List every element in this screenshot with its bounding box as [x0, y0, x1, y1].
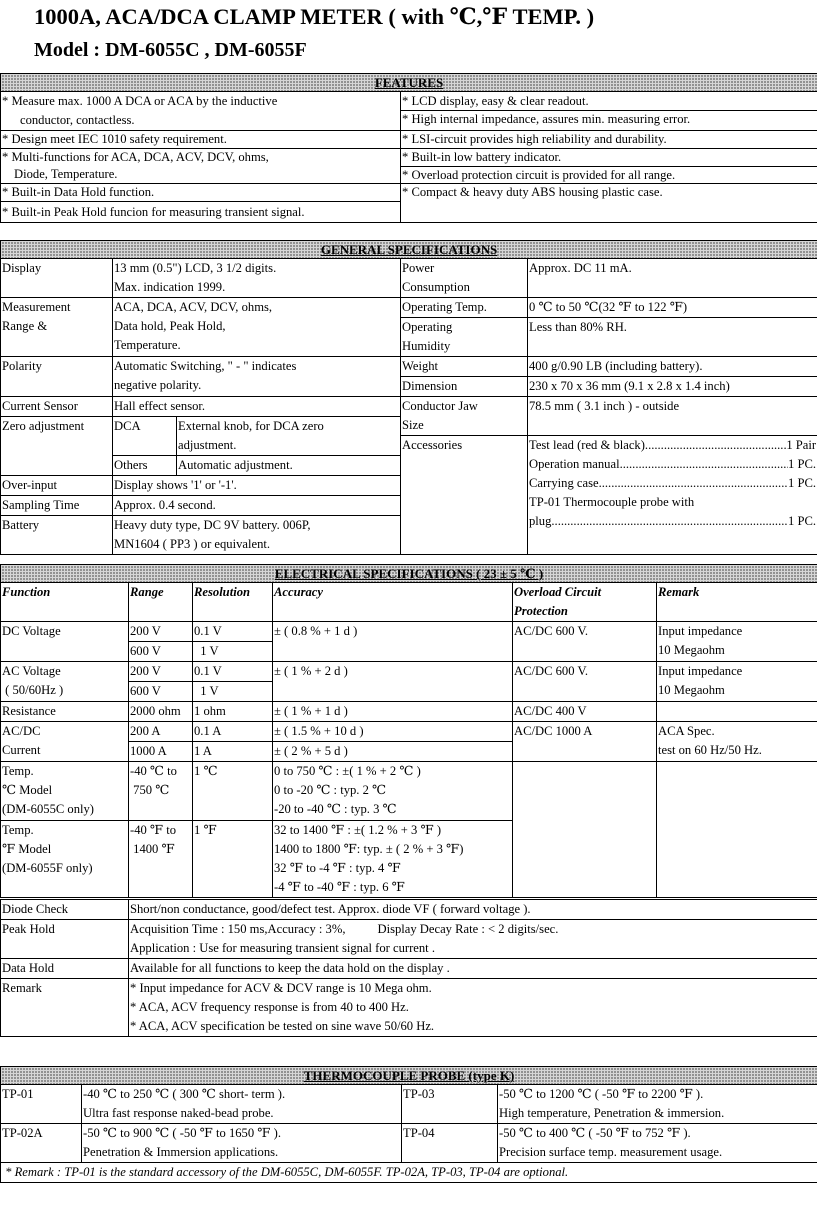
data-hold-value: Available for all functions to keep the data hold on the display . — [129, 959, 817, 979]
func-remark: Remark — [1, 979, 129, 1037]
spec-value-accessories — [528, 436, 817, 555]
spec-label-jaw: Conductor Jaw Size — [401, 397, 528, 436]
feature-item: * Multi-functions for ACA, DCA, ACV, DCV, ohms, Diode, Temperature. — [1, 149, 401, 184]
accuracy-cell: ± ( 2 % + 5 d ) — [273, 742, 513, 762]
func-current: AC/DC Current — [1, 722, 129, 762]
spec-label-optemp: Operating Temp. — [401, 298, 528, 318]
res-cell: 0.1 V — [193, 622, 273, 642]
spec-value-optemp: 0 ℃ to 50 ℃(32 ℉ to 122 ℉) — [528, 298, 817, 318]
spec-label-current-sensor: Current Sensor — [1, 397, 113, 417]
range-cell: 600 V — [129, 642, 193, 662]
features-heading: FEATURES — [1, 74, 817, 92]
protection-cell: AC/DC 600 V. — [513, 622, 657, 662]
thermocouple-table — [0, 1066, 817, 1183]
spec-label-measurement: Measurement Range & — [1, 298, 113, 357]
document-title: 1000A, ACA/DCA CLAMP METER ( with ℃,℉ TEMP. ) — [34, 4, 595, 29]
res-cell: 1 V — [193, 682, 273, 702]
range-cell: 200 V — [129, 662, 193, 682]
accuracy-cell: ± ( 1.5 % + 10 d ) — [273, 722, 513, 742]
res-cell: 0.1 A — [193, 722, 273, 742]
feature-item: * Measure max. 1000 A DCA or ACA by the inductive conductor, contactless. — [1, 92, 401, 131]
col-function: Function — [1, 583, 129, 622]
feature-item: * Compact & heavy duty ABS housing plastic case. — [401, 184, 817, 223]
spec-value-overinput: Display shows '1' or '-1'. — [113, 476, 401, 496]
col-resolution: Resolution — [193, 583, 273, 622]
spec-value-measurement: ACA, DCA, ACV, DCV, ohms, Data hold, Peak Hold, Temperature. — [113, 298, 401, 357]
res-cell: 1 ohm — [193, 702, 273, 722]
spec-value-current-sensor: Hall effect sensor. — [113, 397, 401, 417]
protection-cell: AC/DC 400 V — [513, 702, 657, 722]
feature-item: * High internal impedance, assures min. measuring error. — [401, 110, 817, 128]
func-temp-c: Temp. ℃ Model (DM-6055C only) — [1, 762, 129, 821]
func-diode: Diode Check — [1, 899, 129, 920]
accuracy-cell: ± ( 1 % + 1 d ) — [273, 702, 513, 722]
spec-label-dimension: Dimension — [401, 377, 528, 397]
remark-value: * Input impedance for ACV & DCV range is 10 Mega ohm. * ACA, ACV frequency response is from 40 to 400 Hz. * ACA, ACV specification be tested on sine wave 50/60 Hz. — [129, 979, 817, 1037]
spec-value-weight: 400 g/0.90 LB (including battery). — [528, 357, 817, 377]
spec-value-power: Approx. DC 11 mA. — [528, 259, 817, 298]
spec-value-jaw: 78.5 mm ( 3.1 inch ) - outside — [528, 397, 817, 436]
protection-cell: AC/DC 600 V. — [513, 662, 657, 702]
spec-label-overinput: Over-input — [1, 476, 113, 496]
spec-value-dimension: 230 x 70 x 36 mm (9.1 x 2.8 x 1.4 inch) — [528, 377, 817, 397]
spec-value-polarity: Automatic Switching, " - " indicates negative polarity. — [113, 357, 401, 397]
spec-value-humidity: Less than 80% RH. — [528, 318, 817, 357]
accuracy-cell: 32 to 1400 ℉ : ±( 1.2 % + 3 ℉ ) 1400 to 1800 ℉: typ. ± ( 2 % + 3 ℉) 32 ℉ to -4 ℉ : typ. 4 ℉ -4 ℉ to -40 ℉ : typ. 6 ℉ — [273, 821, 513, 899]
spec-zero-others: Others — [113, 456, 177, 476]
model-line: Model : DM-6055C , DM-6055F — [34, 39, 307, 61]
res-cell: 1 V — [193, 642, 273, 662]
res-cell: 1 ℃ — [193, 762, 273, 821]
accessory-item: Carrying case ..... 1 PC. — [529, 474, 816, 493]
accessory-item: Test lead (red & black) ..... 1 Pair — [529, 436, 816, 455]
func-resistance: Resistance — [1, 702, 129, 722]
range-cell: -40 ℃ to 750 ℃ — [129, 762, 193, 821]
probe-desc: -40 ℃ to 250 ℃ ( 300 ℃ short- term ). Ultra fast response naked-bead probe. — [82, 1085, 402, 1124]
range-cell: 200 A — [129, 722, 193, 742]
feature-item: * Built-in Peak Hold funcion for measuring transient signal. — [1, 202, 401, 223]
col-accuracy: Accuracy — [273, 583, 513, 622]
probe-desc: -50 ℃ to 1200 ℃ ( -50 ℉ to 2200 ℉ ). High temperature, Penetration & immersion. — [498, 1085, 817, 1124]
probe-desc: -50 ℃ to 900 ℃ ( -50 ℉ to 1650 ℉ ). Penetration & Immersion applications. — [82, 1124, 402, 1163]
feature-item: * LCD display, easy & clear readout. — [402, 94, 589, 108]
feature-item: * Built-in low battery indicator. — [402, 150, 562, 164]
spec-label-humidity: Operating Humidity — [401, 318, 528, 357]
accuracy-cell: ± ( 1 % + 2 d ) — [273, 662, 513, 702]
spec-label-sampling: Sampling Time — [1, 496, 113, 516]
peak-hold-value: Acquisition Time : 150 ms,Accuracy : 3%, Display Decay Rate : < 2 digits/sec. Application : Use for measuring transient signal for current . — [129, 920, 817, 959]
probe-remark: * Remark : TP-01 is the standard accessory of the DM-6055C, DM-6055F. TP-02A, TP-03, TP-04 are optional. — [1, 1163, 817, 1183]
accuracy-cell: ± ( 0.8 % + 1 d ) — [273, 622, 513, 662]
spec-zero-dca-value: External knob, for DCA zero adjustment. — [177, 417, 401, 456]
electrical-specs-table — [0, 564, 817, 1037]
range-cell: 200 V — [129, 622, 193, 642]
feature-item: * Built-in Data Hold function. — [1, 184, 401, 202]
feature-item: * Overload protection circuit is provided for all range. — [401, 166, 817, 183]
spec-label-polarity: Polarity — [1, 357, 113, 397]
remark-cell: Input impedance 10 Megaohm — [657, 662, 817, 702]
spec-label-power: Power Consumption — [401, 259, 528, 298]
spec-label-display: Display — [1, 259, 113, 298]
probe-desc: -50 ℃ to 400 ℃ ( -50 ℉ to 752 ℉ ). Precision surface temp. measurement usage. — [498, 1124, 817, 1163]
col-range: Range — [129, 583, 193, 622]
probe-name: TP-04 — [402, 1124, 498, 1163]
accessory-item: plug ..... 1 PC. — [529, 512, 816, 531]
col-remark: Remark — [657, 583, 817, 622]
spec-value-sampling: Approx. 0.4 second. — [113, 496, 401, 516]
electrical-heading: ELECTRICAL SPECIFICATIONS ( 23 ± 5 ℃ ) — [1, 565, 817, 583]
accessory-item: Operation manual ..... 1 PC. — [529, 455, 816, 474]
spec-zero-dca: DCA — [113, 417, 177, 456]
feature-item: * LSI-circuit provides high reliability and durability. — [401, 131, 817, 149]
func-dcv: DC Voltage — [1, 622, 129, 662]
spec-value-battery: Heavy duty type, DC 9V battery. 006P, MN1604 ( PP3 ) or equivalent. — [113, 516, 401, 555]
spec-value-display: 13 mm (0.5") LCD, 3 1/2 digits. Max. indication 1999. — [113, 259, 401, 298]
func-temp-f: Temp. ℉ Model (DM-6055F only) — [1, 821, 129, 899]
spec-label-accessories: Accessories — [401, 436, 528, 555]
res-cell: 1 ℉ — [193, 821, 273, 899]
spec-label-battery: Battery — [1, 516, 113, 555]
remark-cell: ACA Spec. test on 60 Hz/50 Hz. — [657, 722, 817, 762]
features-table — [0, 73, 817, 223]
range-cell: -40 ℉ to 1400 ℉ — [129, 821, 193, 899]
probe-name: TP-01 — [1, 1085, 82, 1124]
col-protection: Overload Circuit Protection — [513, 583, 657, 622]
func-peak-hold: Peak Hold — [1, 920, 129, 959]
range-cell: 600 V — [129, 682, 193, 702]
protection-cell: AC/DC 1000 A — [513, 722, 657, 762]
thermo-heading: THERMOCOUPLE PROBE (type K) — [1, 1067, 817, 1085]
probe-name: TP-03 — [402, 1085, 498, 1124]
func-data-hold: Data Hold — [1, 959, 129, 979]
spec-label-weight: Weight — [401, 357, 528, 377]
spec-label-zero: Zero adjustment — [1, 417, 113, 476]
func-acv: AC Voltage ( 50/60Hz ) — [1, 662, 129, 702]
accuracy-cell: 0 to 750 ℃ : ±( 1 % + 2 ℃ ) 0 to -20 ℃ : typ. 2 ℃ -20 to -40 ℃ : typ. 3 ℃ — [273, 762, 513, 821]
spec-zero-others-value: Automatic adjustment. — [177, 456, 401, 476]
probe-name: TP-02A — [1, 1124, 82, 1163]
remark-cell: Input impedance 10 Megaohm — [657, 622, 817, 662]
general-heading: GENERAL SPECIFICATIONS — [1, 241, 817, 259]
res-cell: 0.1 V — [193, 662, 273, 682]
general-specs-table — [0, 240, 817, 555]
range-cell: 1000 A — [129, 742, 193, 762]
accessory-item: TP-01 Thermocouple probe with — [529, 495, 695, 509]
res-cell: 1 A — [193, 742, 273, 762]
diode-value: Short/non conductance, good/defect test. Approx. diode VF ( forward voltage ). — [129, 899, 817, 920]
range-cell: 2000 ohm — [129, 702, 193, 722]
feature-item: * Design meet IEC 1010 safety requirement. — [1, 131, 401, 149]
